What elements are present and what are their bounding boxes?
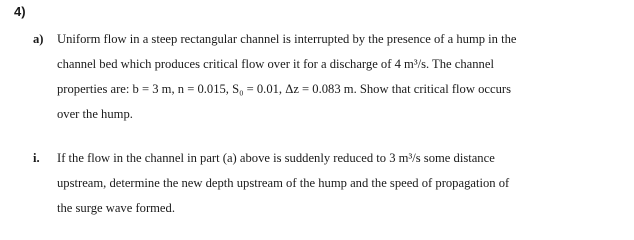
part-a-text-4: over the hump. <box>57 107 133 121</box>
part-i-text-1: If the flow in the channel in part (a) above is suddenly reduced to 3 m³/s some distance <box>57 151 495 165</box>
question-number: 4) <box>14 4 26 19</box>
part-a-text-1: Uniform flow in a steep rectangular channel is interrupted by the presence of a hump in the <box>57 32 517 46</box>
part-a-label: a) <box>33 32 44 46</box>
part-a-line-1 <box>33 27 593 52</box>
part-a-text-2: channel bed which produces critical flow over it for a discharge of 4 m³/s. The channel <box>57 57 494 71</box>
part-a <box>33 27 593 127</box>
part-i-text-3: the surge wave formed. <box>57 201 175 215</box>
part-i <box>33 146 593 221</box>
part-i-line-1 <box>33 146 593 171</box>
part-a-text-3: properties are: b = 3 m, n = 0.015, S₀ = 0.01, Δz = 0.083 m. Show that critical flow occurs <box>57 82 511 96</box>
part-i-label: i. <box>33 151 40 165</box>
part-i-text-2: upstream, determine the new depth upstream of the hump and the speed of propagation of <box>57 176 510 190</box>
